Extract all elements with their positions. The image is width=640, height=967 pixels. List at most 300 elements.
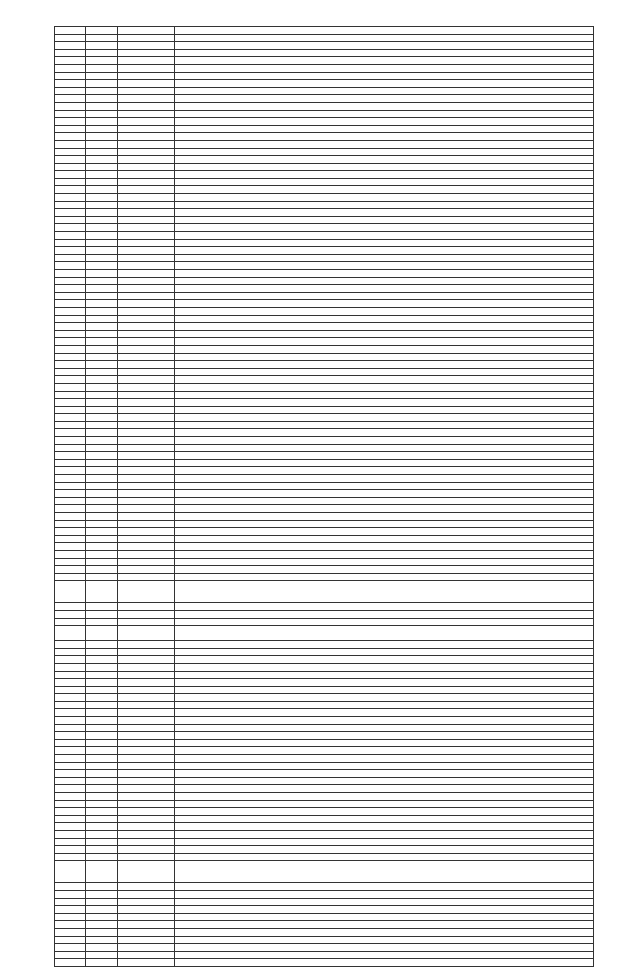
cadastral-number-cell: [117, 550, 175, 558]
extra-code-cell: [86, 656, 117, 664]
table-row: [55, 270, 594, 278]
row-number-cell: [55, 330, 86, 338]
cadastral-number-cell: [117, 345, 175, 353]
extra-code-cell: [86, 793, 117, 801]
address-cell: [175, 277, 594, 285]
table-row: [55, 679, 594, 687]
row-number-cell: [55, 830, 86, 838]
row-number-cell: [55, 437, 86, 445]
table-row: [55, 883, 594, 891]
address-cell: [175, 429, 594, 437]
row-number-cell: [55, 140, 86, 148]
cadastral-number-cell: [117, 724, 175, 732]
table-row: [55, 535, 594, 543]
table-row: [55, 898, 594, 906]
extra-code-cell: [86, 610, 117, 618]
extra-code-cell: [86, 543, 117, 551]
table-row: [55, 323, 594, 331]
cadastral-number-cell: [117, 800, 175, 808]
extra-code-cell: [86, 64, 117, 72]
cadastral-number-cell: [117, 95, 175, 103]
cadastral-number-cell: [117, 315, 175, 323]
row-number-cell: [55, 224, 86, 232]
table-row: [55, 906, 594, 914]
row-number-cell: [55, 793, 86, 801]
table-row: [55, 467, 594, 475]
cadastral-number-cell: [117, 603, 175, 611]
address-cell: [175, 292, 594, 300]
table-row: [55, 194, 594, 202]
row-number-cell: [55, 777, 86, 785]
cadastral-number-cell: [117, 27, 175, 35]
address-cell: [175, 437, 594, 445]
table-row: [55, 566, 594, 574]
address-cell: [175, 163, 594, 171]
cadastral-number-cell: [117, 861, 175, 883]
cadastral-number-cell: [117, 118, 175, 126]
table-row: [55, 581, 594, 603]
extra-code-cell: [86, 140, 117, 148]
table-row: [55, 739, 594, 747]
extra-code-cell: [86, 323, 117, 331]
table-row: [55, 254, 594, 262]
row-number-cell: [55, 671, 86, 679]
table-row: [55, 391, 594, 399]
extra-code-cell: [86, 724, 117, 732]
address-cell: [175, 285, 594, 293]
extra-code-cell: [86, 671, 117, 679]
row-number-cell: [55, 513, 86, 521]
row-number-cell: [55, 27, 86, 35]
extra-code-cell: [86, 406, 117, 414]
cadastral-number-cell: [117, 406, 175, 414]
row-number-cell: [55, 254, 86, 262]
row-number-cell: [55, 732, 86, 740]
extra-code-cell: [86, 125, 117, 133]
address-cell: [175, 709, 594, 717]
row-number-cell: [55, 951, 86, 959]
address-cell: [175, 232, 594, 240]
row-number-cell: [55, 906, 86, 914]
table-row: [55, 513, 594, 521]
cadastral-number-cell: [117, 194, 175, 202]
address-cell: [175, 345, 594, 353]
cadastral-number-cell: [117, 125, 175, 133]
address-cell: [175, 913, 594, 921]
row-number-cell: [55, 709, 86, 717]
extra-code-cell: [86, 399, 117, 407]
cadastral-number-cell: [117, 391, 175, 399]
cadastral-number-cell: [117, 739, 175, 747]
row-number-cell: [55, 368, 86, 376]
table-row: [55, 936, 594, 944]
address-cell: [175, 618, 594, 626]
cadastral-number-cell: [117, 808, 175, 816]
cadastral-number-cell: [117, 618, 175, 626]
table-row: [55, 262, 594, 270]
table-row: [55, 890, 594, 898]
cadastral-number-cell: [117, 513, 175, 521]
row-number-cell: [55, 618, 86, 626]
cadastral-number-cell: [117, 232, 175, 240]
table-row: [55, 815, 594, 823]
cadastral-number-cell: [117, 671, 175, 679]
row-number-cell: [55, 883, 86, 891]
address-cell: [175, 80, 594, 88]
row-number-cell: [55, 815, 86, 823]
address-cell: [175, 853, 594, 861]
row-number-cell: [55, 535, 86, 543]
row-number-cell: [55, 724, 86, 732]
cadastral-number-cell: [117, 777, 175, 785]
table-row: [55, 292, 594, 300]
row-number-cell: [55, 959, 86, 967]
cadastral-number-cell: [117, 330, 175, 338]
row-number-cell: [55, 770, 86, 778]
extra-code-cell: [86, 823, 117, 831]
table-row: [55, 307, 594, 315]
row-number-cell: [55, 679, 86, 687]
extra-code-cell: [86, 110, 117, 118]
address-cell: [175, 133, 594, 141]
cadastral-number-cell: [117, 429, 175, 437]
cadastral-number-cell: [117, 641, 175, 649]
cadastral-number-cell: [117, 102, 175, 110]
extra-code-cell: [86, 262, 117, 270]
address-cell: [175, 686, 594, 694]
address-cell: [175, 535, 594, 543]
cadastral-number-cell: [117, 376, 175, 384]
cadastral-number-cell: [117, 87, 175, 95]
cadastral-number-cell: [117, 323, 175, 331]
cadastral-number-cell: [117, 307, 175, 315]
table-row: [55, 724, 594, 732]
table-row: [55, 102, 594, 110]
row-number-cell: [55, 163, 86, 171]
cadastral-number-cell: [117, 823, 175, 831]
row-number-cell: [55, 610, 86, 618]
cadastral-number-cell: [117, 300, 175, 308]
table-row: [55, 72, 594, 80]
address-cell: [175, 72, 594, 80]
address-cell: [175, 87, 594, 95]
row-number-cell: [55, 656, 86, 664]
cadastral-number-cell: [117, 944, 175, 952]
extra-code-cell: [86, 815, 117, 823]
address-cell: [175, 444, 594, 452]
extra-code-cell: [86, 800, 117, 808]
cadastral-number-cell: [117, 890, 175, 898]
extra-code-cell: [86, 732, 117, 740]
address-cell: [175, 452, 594, 460]
address-cell: [175, 823, 594, 831]
address-cell: [175, 467, 594, 475]
table-row: [55, 232, 594, 240]
address-cell: [175, 247, 594, 255]
cadastral-number-cell: [117, 209, 175, 217]
extra-code-cell: [86, 216, 117, 224]
address-cell: [175, 921, 594, 929]
table-row: [55, 610, 594, 618]
table-row: [55, 224, 594, 232]
address-cell: [175, 421, 594, 429]
address-cell: [175, 338, 594, 346]
cadastral-number-cell: [117, 853, 175, 861]
cadastral-number-cell: [117, 785, 175, 793]
table-row: [55, 717, 594, 725]
table-row: [55, 520, 594, 528]
address-cell: [175, 808, 594, 816]
cadastral-number-cell: [117, 49, 175, 57]
row-number-cell: [55, 95, 86, 103]
row-number-cell: [55, 701, 86, 709]
address-cell: [175, 95, 594, 103]
row-number-cell: [55, 209, 86, 217]
table-row: [55, 838, 594, 846]
extra-code-cell: [86, 861, 117, 883]
extra-code-cell: [86, 95, 117, 103]
table-row: [55, 648, 594, 656]
row-number-cell: [55, 34, 86, 42]
table-row: [55, 57, 594, 65]
cadastral-number-cell: [117, 732, 175, 740]
address-cell: [175, 550, 594, 558]
table-row: [55, 550, 594, 558]
cadastral-number-cell: [117, 368, 175, 376]
address-cell: [175, 724, 594, 732]
table-row: [55, 663, 594, 671]
address-cell: [175, 558, 594, 566]
extra-code-cell: [86, 898, 117, 906]
cadastral-number-cell: [117, 467, 175, 475]
address-cell: [175, 140, 594, 148]
extra-code-cell: [86, 770, 117, 778]
extra-code-cell: [86, 785, 117, 793]
row-number-cell: [55, 566, 86, 574]
address-cell: [175, 951, 594, 959]
row-number-cell: [55, 755, 86, 763]
table-row: [55, 140, 594, 148]
address-cell: [175, 125, 594, 133]
address-cell: [175, 497, 594, 505]
address-cell: [175, 64, 594, 72]
extra-code-cell: [86, 315, 117, 323]
address-cell: [175, 626, 594, 641]
table-row: [55, 603, 594, 611]
cadastral-number-cell: [117, 610, 175, 618]
extra-code-cell: [86, 452, 117, 460]
cadastral-number-cell: [117, 178, 175, 186]
row-number-cell: [55, 383, 86, 391]
cadastral-number-cell: [117, 694, 175, 702]
cadastral-number-cell: [117, 42, 175, 50]
table-row: [55, 429, 594, 437]
cadastral-number-cell: [117, 793, 175, 801]
table-row: [55, 913, 594, 921]
row-number-cell: [55, 125, 86, 133]
row-number-cell: [55, 467, 86, 475]
cadastral-number-cell: [117, 148, 175, 156]
table-row: [55, 186, 594, 194]
table-row: [55, 928, 594, 936]
table-row: [55, 247, 594, 255]
address-cell: [175, 898, 594, 906]
address-cell: [175, 186, 594, 194]
extra-code-cell: [86, 444, 117, 452]
cadastral-number-cell: [117, 156, 175, 164]
row-number-cell: [55, 603, 86, 611]
row-number-cell: [55, 361, 86, 369]
extra-code-cell: [86, 254, 117, 262]
row-number-cell: [55, 808, 86, 816]
address-cell: [175, 785, 594, 793]
address-cell: [175, 42, 594, 50]
extra-code-cell: [86, 581, 117, 603]
table-row: [55, 80, 594, 88]
cadastral-number-cell: [117, 505, 175, 513]
extra-code-cell: [86, 641, 117, 649]
extra-code-cell: [86, 338, 117, 346]
table-row: [55, 732, 594, 740]
row-number-cell: [55, 913, 86, 921]
table-row: [55, 951, 594, 959]
row-number-cell: [55, 800, 86, 808]
row-number-cell: [55, 338, 86, 346]
cadastral-number-cell: [117, 452, 175, 460]
extra-code-cell: [86, 528, 117, 536]
table-row: [55, 808, 594, 816]
table-row: [55, 437, 594, 445]
row-number-cell: [55, 307, 86, 315]
table-row: [55, 125, 594, 133]
cadastral-number-cell: [117, 186, 175, 194]
cadastral-number-cell: [117, 64, 175, 72]
cadastral-number-cell: [117, 663, 175, 671]
row-number-cell: [55, 497, 86, 505]
row-number-cell: [55, 353, 86, 361]
extra-code-cell: [86, 330, 117, 338]
address-cell: [175, 671, 594, 679]
extra-code-cell: [86, 209, 117, 217]
cadastral-number-cell: [117, 163, 175, 171]
extra-code-cell: [86, 163, 117, 171]
address-cell: [175, 883, 594, 891]
row-number-cell: [55, 823, 86, 831]
extra-code-cell: [86, 475, 117, 483]
address-cell: [175, 959, 594, 967]
row-number-cell: [55, 747, 86, 755]
row-number-cell: [55, 156, 86, 164]
row-number-cell: [55, 581, 86, 603]
table-row: [55, 49, 594, 57]
row-number-cell: [55, 118, 86, 126]
table-row: [55, 87, 594, 95]
extra-code-cell: [86, 853, 117, 861]
address-cell: [175, 610, 594, 618]
cadastral-number-cell: [117, 558, 175, 566]
extra-code-cell: [86, 361, 117, 369]
table-row: [55, 27, 594, 35]
table-row: [55, 64, 594, 72]
table-row: [55, 156, 594, 164]
extra-code-cell: [86, 618, 117, 626]
address-cell: [175, 300, 594, 308]
extra-code-cell: [86, 201, 117, 209]
table-row: [55, 330, 594, 338]
row-number-cell: [55, 421, 86, 429]
row-number-cell: [55, 285, 86, 293]
table-row: [55, 414, 594, 422]
extra-code-cell: [86, 921, 117, 929]
table-row: [55, 171, 594, 179]
cadastral-number-cell: [117, 133, 175, 141]
address-cell: [175, 353, 594, 361]
cadastral-number-cell: [117, 254, 175, 262]
table-row: [55, 497, 594, 505]
row-number-cell: [55, 528, 86, 536]
row-number-cell: [55, 429, 86, 437]
table-row: [55, 338, 594, 346]
extra-code-cell: [86, 178, 117, 186]
extra-code-cell: [86, 739, 117, 747]
table-row: [55, 110, 594, 118]
cadastral-number-cell: [117, 247, 175, 255]
row-number-cell: [55, 890, 86, 898]
extra-code-cell: [86, 755, 117, 763]
row-number-cell: [55, 399, 86, 407]
address-cell: [175, 254, 594, 262]
cadastral-number-cell: [117, 686, 175, 694]
row-number-cell: [55, 444, 86, 452]
row-number-cell: [55, 186, 86, 194]
table-row: [55, 345, 594, 353]
extra-code-cell: [86, 717, 117, 725]
extra-code-cell: [86, 890, 117, 898]
table-row: [55, 163, 594, 171]
row-number-cell: [55, 558, 86, 566]
address-cell: [175, 406, 594, 414]
row-number-cell: [55, 944, 86, 952]
cadastral-number-cell: [117, 497, 175, 505]
cadastral-number-cell: [117, 626, 175, 641]
extra-code-cell: [86, 285, 117, 293]
table-row: [55, 777, 594, 785]
cadastral-number-cell: [117, 399, 175, 407]
row-number-cell: [55, 270, 86, 278]
table-row: [55, 656, 594, 664]
address-cell: [175, 171, 594, 179]
cadastral-number-cell: [117, 566, 175, 574]
address-cell: [175, 701, 594, 709]
extra-code-cell: [86, 270, 117, 278]
cadastral-number-cell: [117, 171, 175, 179]
address-cell: [175, 603, 594, 611]
extra-code-cell: [86, 421, 117, 429]
cadastral-number-cell: [117, 921, 175, 929]
cadastral-number-cell: [117, 928, 175, 936]
cadastral-number-cell: [117, 285, 175, 293]
address-cell: [175, 566, 594, 574]
extra-code-cell: [86, 626, 117, 641]
address-cell: [175, 459, 594, 467]
extra-code-cell: [86, 701, 117, 709]
table-row: [55, 686, 594, 694]
cadastral-number-cell: [117, 648, 175, 656]
cadastral-number-cell: [117, 277, 175, 285]
address-cell: [175, 793, 594, 801]
address-cell: [175, 34, 594, 42]
cadastral-number-cell: [117, 57, 175, 65]
